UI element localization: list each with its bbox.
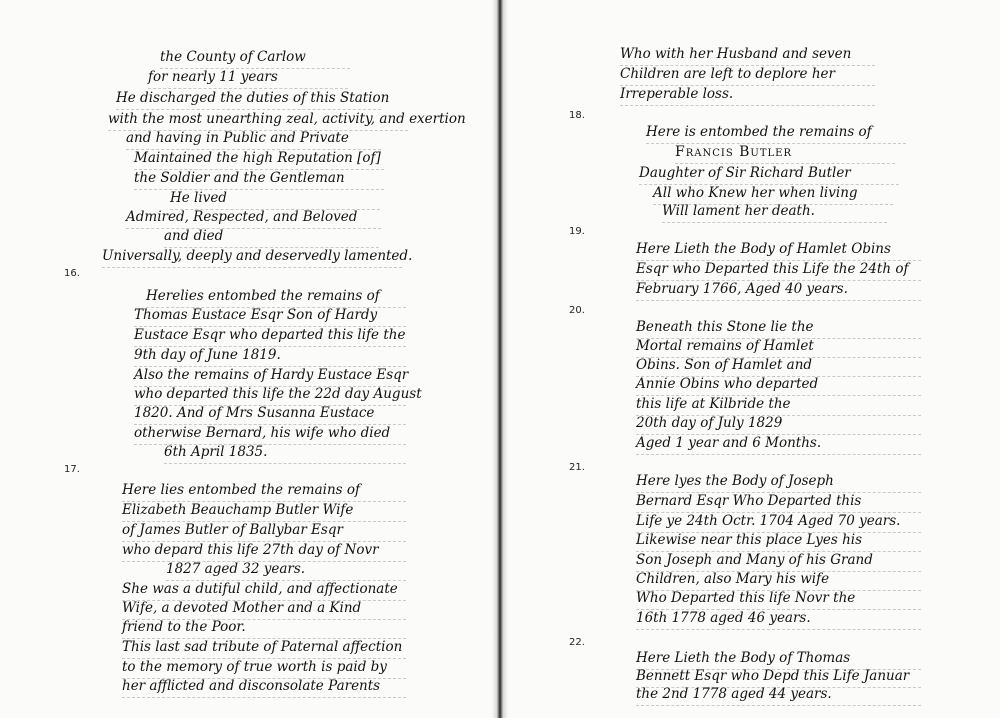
right-line-8: Will lament her death. [662, 202, 887, 223]
entry-number-20: 20. [569, 305, 585, 316]
left-line-4: with the most unearthing zeal, activity, and exertion [108, 110, 408, 131]
left-line-25: 1827 aged 32 years. [166, 560, 406, 581]
entry-number-18: 18. [569, 110, 585, 121]
right-line-26: 16th 1778 aged 46 years. [636, 609, 921, 630]
right-line-20: Bernard Esqr Who Departed this [636, 492, 921, 513]
right-line-12: Beneath this Stone lie the [636, 318, 921, 339]
left-line-9: Admired, Respected, and Beloved [126, 208, 381, 229]
left-line-7: the Soldier and the Gentleman [134, 169, 384, 190]
right-line-29: the 2nd 1778 aged 44 years. [636, 685, 921, 706]
right-line-3: Irreperable loss. [620, 85, 875, 106]
left-line-15: 9th day of June 1819. [134, 346, 406, 367]
left-line-18: 1820. And of Mrs Susanna Eustace [134, 404, 406, 425]
left-line-8: He lived [170, 189, 380, 210]
left-line-16: Also the remains of Hardy Eustace Esqr [134, 366, 406, 387]
left-line-12: Herelies entombed the remains of [146, 287, 406, 308]
left-line-26: She was a dutiful child, and affectionate [122, 580, 406, 601]
right-line-10: Esqr who Departed this Life the 24th of [636, 260, 921, 281]
left-line-20: 6th April 1835. [164, 443, 406, 464]
right-line-21: Life ye 24th Octr. 1704 Aged 70 years. [636, 512, 921, 533]
left-line-11: Universally, deeply and deservedly lamented. [102, 247, 402, 268]
left-line-31: her afflicted and disconsolate Parents [122, 677, 406, 698]
right-line-18: Aged 1 year and 6 Months. [636, 434, 921, 455]
right-line-2: Children are left to deplore her [620, 65, 875, 86]
entry-number-21: 21. [569, 462, 585, 473]
right-line-13: Mortal remains of Hamlet [636, 337, 921, 358]
left-line-17: who departed this life the 22d day August [134, 385, 406, 406]
left-line-24: who depard this life 27th day of Novr [122, 541, 406, 562]
left-line-28: friend to the Poor. [122, 618, 406, 639]
left-line-30: to the memory of true worth is paid by [122, 658, 406, 679]
right-line-1: Who with her Husband and seven [620, 45, 875, 66]
left-line-1: the County of Carlow [160, 48, 350, 69]
left-line-2: for nearly 11 years [148, 68, 348, 89]
right-line-27: Here Lieth the Body of Thomas [636, 649, 921, 670]
left-line-27: Wife, a devoted Mother and a Kind [122, 599, 406, 620]
right-line-9: Here Lieth the Body of Hamlet Obins [636, 240, 921, 261]
entry-number-22: 22. [569, 637, 585, 648]
right-line-28: Bennett Esqr who Depd this Life Januar [636, 667, 921, 688]
left-line-21: Here lies entombed the remains of [122, 481, 406, 502]
left-line-29: This last sad tribute of Paternal affection [122, 638, 406, 659]
right-line-4: Here is entombed the remains of [646, 123, 906, 144]
right-line-17: 20th day of July 1829 [636, 414, 921, 435]
right-line-16: this life at Kilbride the [636, 395, 921, 416]
left-line-14: Eustace Esqr who departed this life the [134, 326, 406, 347]
right-line-19: Here lyes the Body of Joseph [636, 472, 921, 493]
left-line-23: of James Butler of Ballybar Esqr [122, 521, 406, 542]
right-line-6: Daughter of Sir Richard Butler [639, 164, 899, 185]
right-line-11: February 1766, Aged 40 years. [636, 280, 921, 301]
left-line-19: otherwise Bernard, his wife who died [134, 424, 406, 445]
left-line-3: He discharged the duties of this Station [116, 89, 381, 110]
entry-number-16: 16. [64, 268, 80, 279]
right-line-5: Francis Butler [675, 143, 895, 164]
left-line-13: Thomas Eustace Esqr Son of Hardy [134, 306, 406, 327]
left-page [0, 0, 497, 718]
left-line-6: Maintained the high Reputation [of] [134, 149, 384, 170]
entry-number-17: 17. [64, 464, 80, 475]
right-line-25: Who Departed this life Novr the [636, 589, 921, 610]
right-line-22: Likewise near this place Lyes his [636, 531, 921, 552]
right-line-23: Son Joseph and Many of his Grand [636, 551, 921, 572]
right-line-14: Obins. Son of Hamlet and [636, 356, 921, 377]
right-line-15: Annie Obins who departed [636, 375, 921, 396]
entry-number-19: 19. [569, 226, 585, 237]
left-line-10: and died [164, 227, 379, 248]
right-line-24: Children, also Mary his wife [636, 570, 921, 591]
book-gutter [492, 0, 508, 718]
right-page [503, 0, 1000, 718]
left-line-22: Elizabeth Beauchamp Butler Wife [122, 501, 406, 522]
right-line-7: All who Knew her when living [653, 184, 893, 205]
left-line-5: and having in Public and Private [126, 129, 381, 150]
